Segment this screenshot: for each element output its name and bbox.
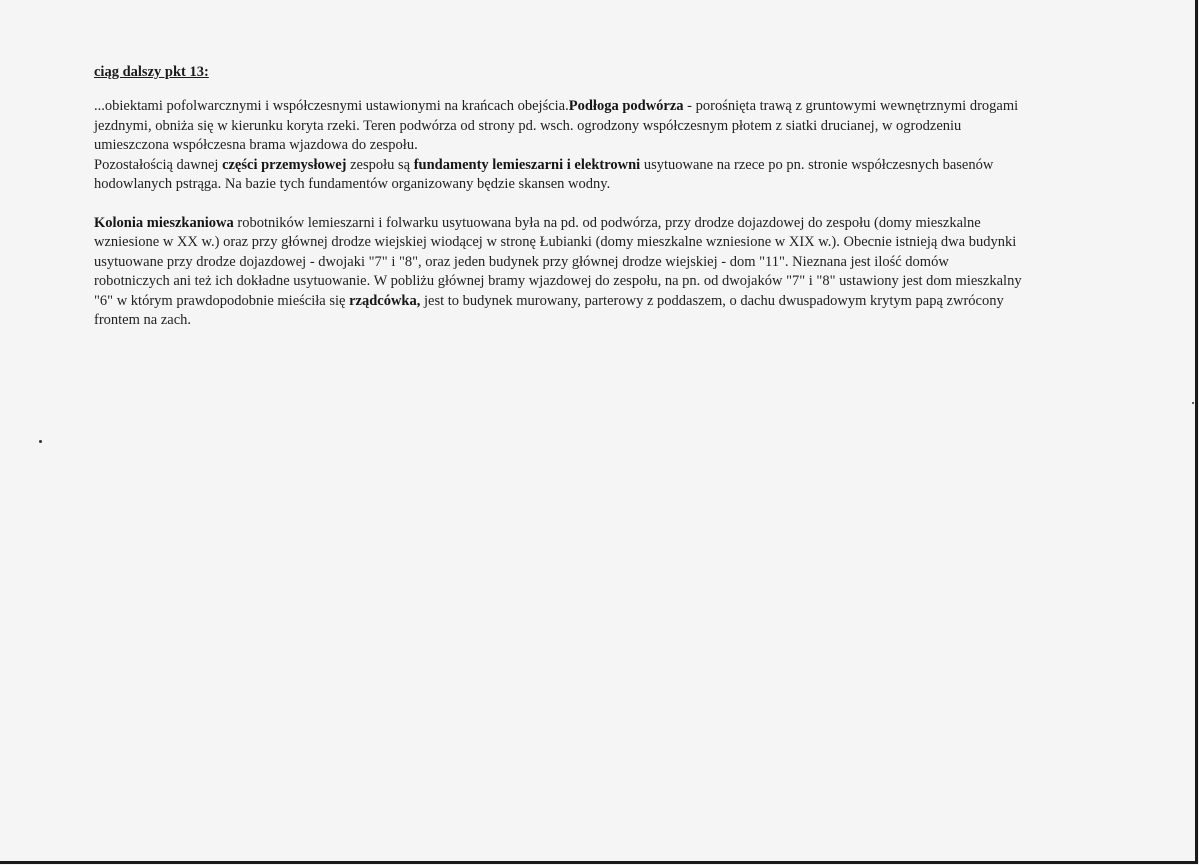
paragraph-text: ...obiektami pofolwarcznymi i współczesnymi ustawionymi na krańcach obejścia. [94, 98, 569, 114]
term-courtyard-floor: Podłoga podwórza [568, 98, 684, 114]
paragraph-text: - porośnięta trawą z gruntowymi wewnętrznymi drogami jezdnymi, obniża się w kierunku koryta rzeki. Teren podwórza od strony pd. wsch. ogrodzony współczesnym płotem z siatki drucianej, w ogrodzeniu umieszczona współczesna brama wjazdowa do zespołu. [94, 98, 1019, 153]
paragraph-text: jest to budynek murowany, parterowy z poddaszem, o dachu dwuspadowym krytym papą zwrócony frontem na zach. [94, 292, 1004, 328]
term-manager-house: rządcówka, [349, 292, 421, 309]
paragraph-text: Pozostałością dawnej [94, 156, 223, 173]
term-industrial-part: części przemysłowej [222, 156, 347, 173]
paragraph-text: robotników lemieszarni i folwarku usytuowana była na pd. od podwórza, przy drodze dojazdowej do zespołu (domy mieszkalne wzniesione w XX w.) oraz przy głównej drodze wiejskiej wiodącej w stronę Łubianki (domy mieszkalne wzniesione w XIX w.). Obecnie istnieją dwa budynki usytuowane przy drodze dojazdowej - dwojaki "7" i "8", oraz jeden budynek przy głównej drodze wiejskiej - dom "11". Nieznana jest ilość domów robotniczych ani też ich dokładne usytuowanie. W pobliżu głównej bramy wjazdowej do zespołu, na pn. od dwojaków "7" i "8" ustawiony jest dom mieszkalny "6" w którym prawdopodobnie mieściła się [94, 214, 1022, 309]
section-heading: ciąg dalszy pkt 13: [94, 64, 209, 80]
scan-speck [1192, 402, 1194, 404]
document-content [94, 64, 1024, 331]
paragraph-text: zespołu są [346, 156, 414, 173]
paragraph-courtyard [94, 97, 1024, 195]
paragraph-text: usytuowane na rzece po pn. stronie współczesnych basenów hodowlanych pstrąga. Na bazie tych fundamentów organizowany będzie skansen wodny. [94, 156, 994, 192]
paragraph-colony [94, 214, 1024, 331]
paragraph-gap [94, 195, 1024, 214]
term-residential-colony: Kolonia mieszkaniowa [94, 214, 234, 231]
scan-speck [39, 440, 42, 443]
term-foundations: fundamenty lemieszarni i elektrowni [413, 156, 641, 173]
